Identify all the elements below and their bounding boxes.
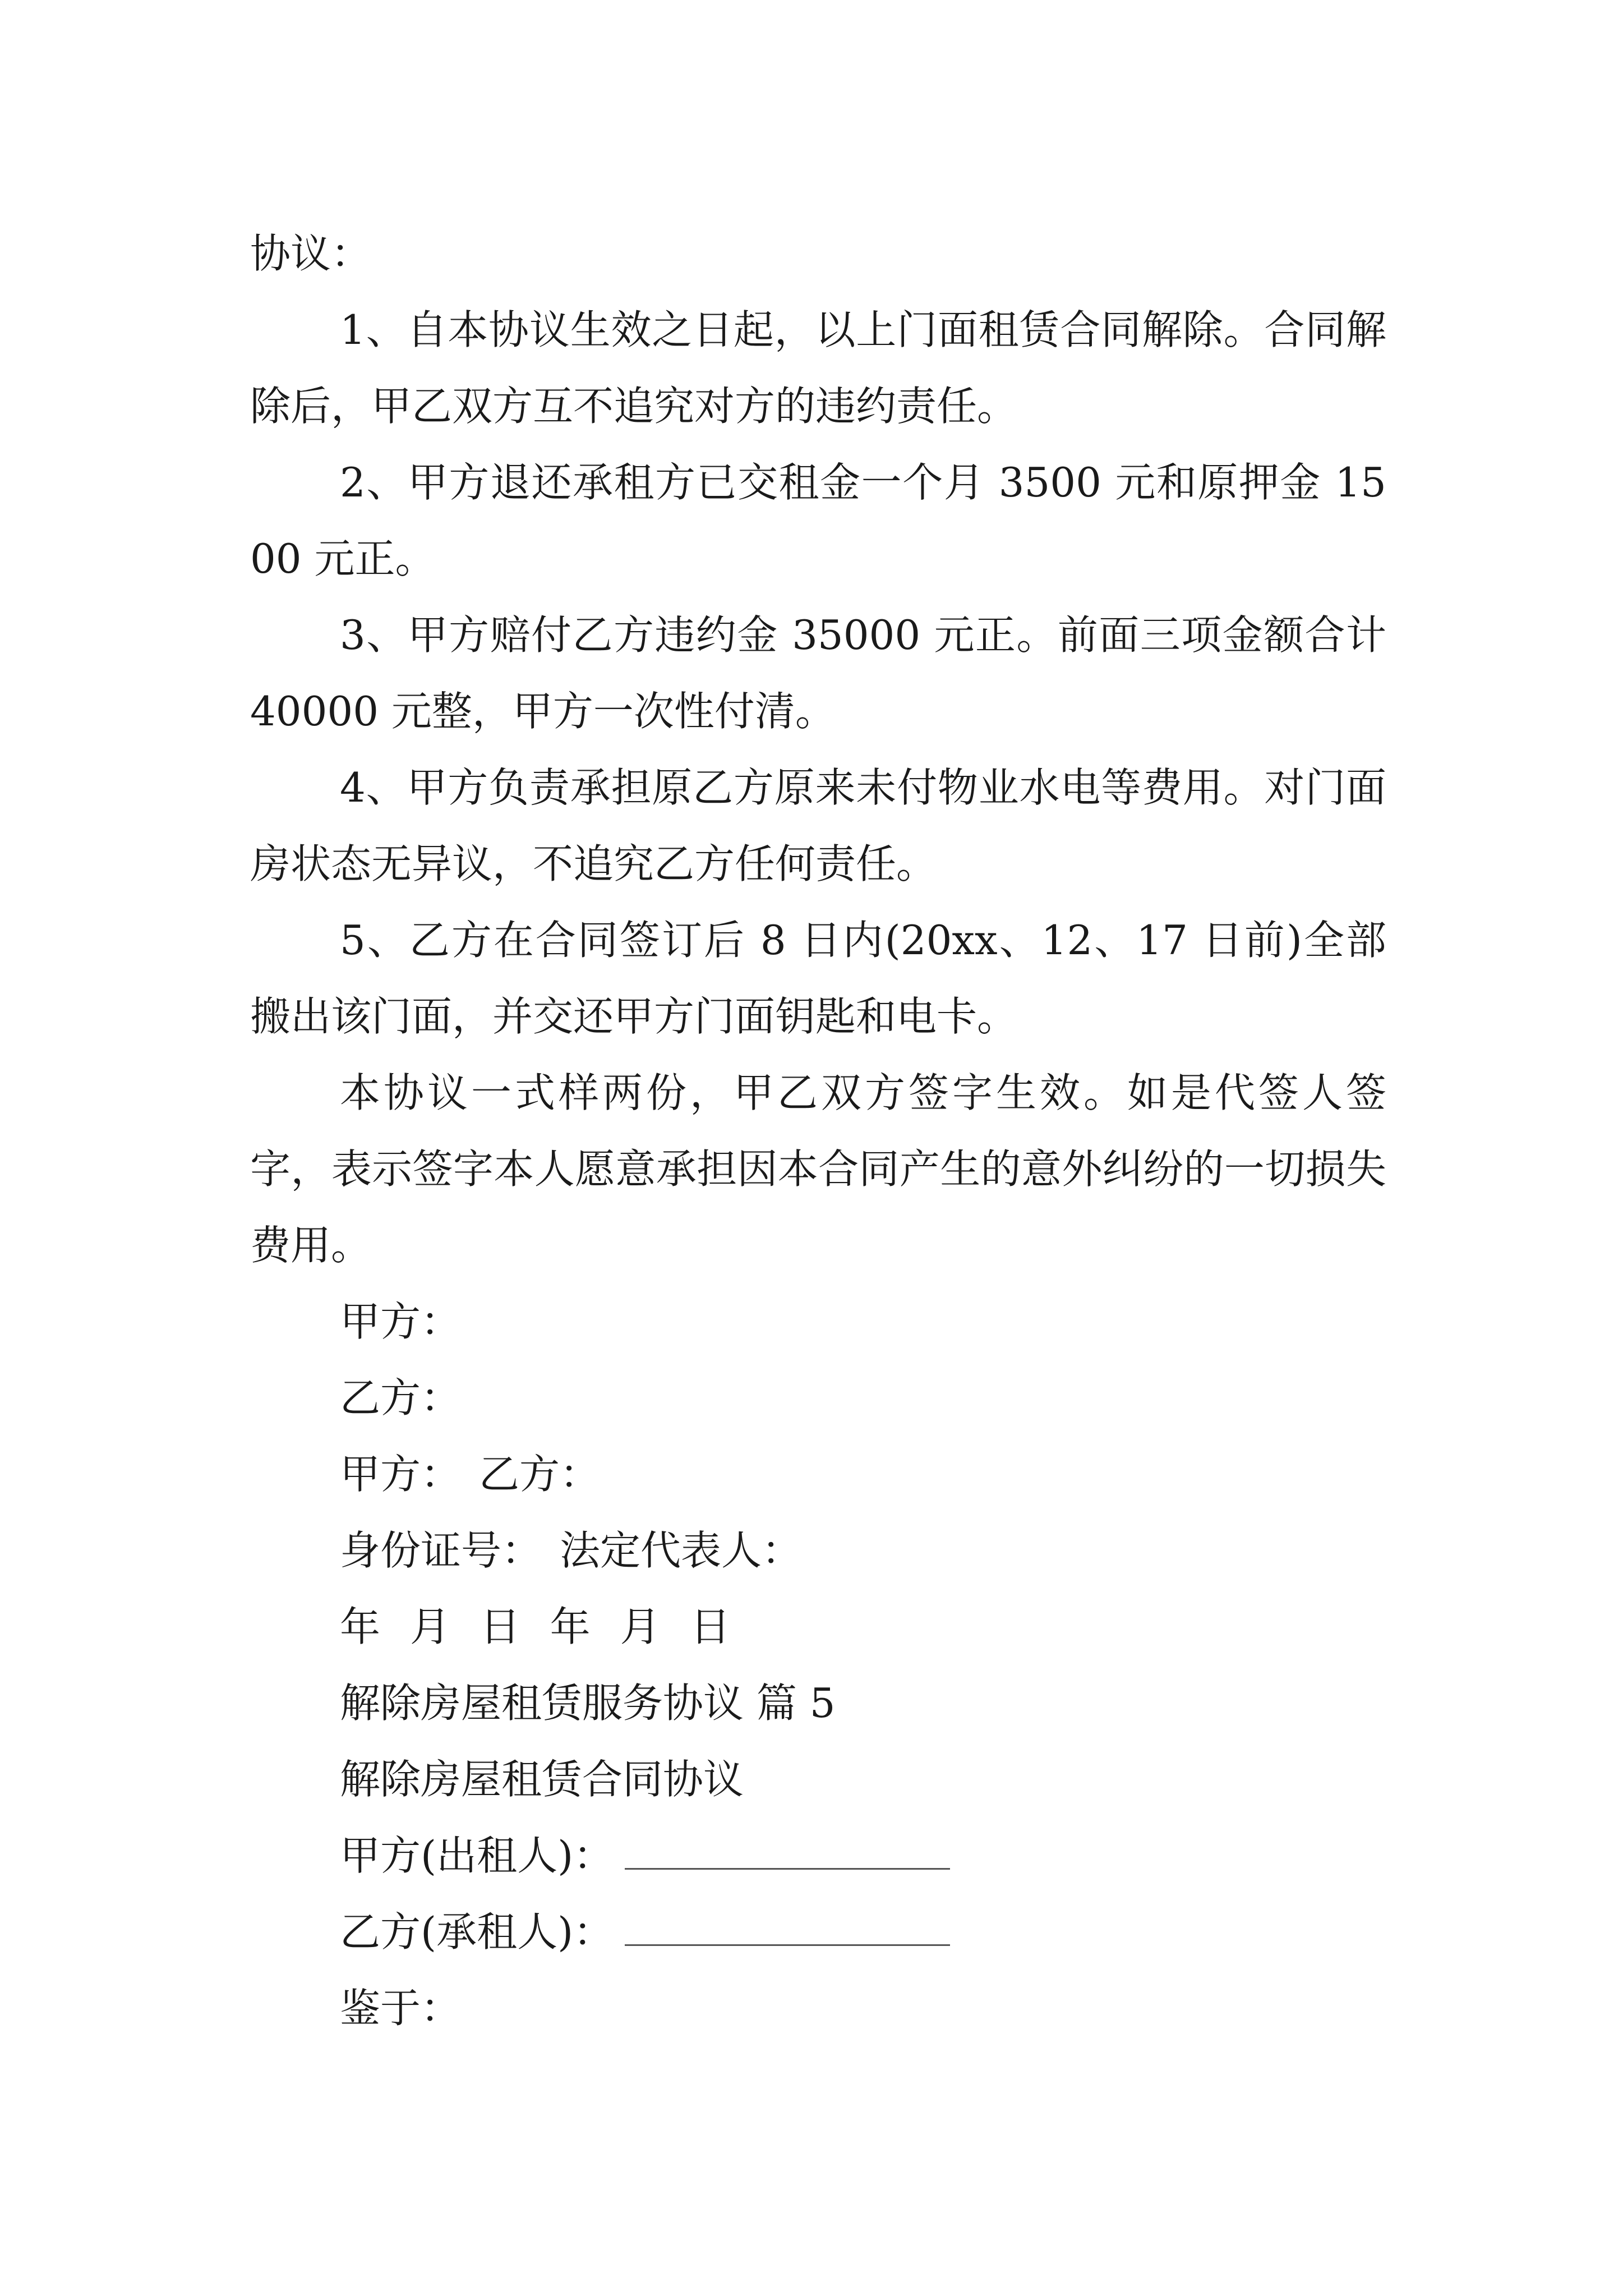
id-rep-row [250, 1512, 1386, 1589]
party-a-signature: 甲方： [340, 1298, 462, 1345]
parties-row [250, 1436, 1386, 1512]
whereas-label: 鉴于： [340, 1985, 462, 2032]
clause-3: 3、甲方赔付乙方违约金 35000 元正。前面三项金额合计 40000 元整，甲方一次性付清。 [250, 611, 1386, 735]
id-number-label: 身份证号： [340, 1527, 542, 1574]
section-heading: 解除房屋租赁服务协议 篇 5 [340, 1680, 836, 1727]
clause-1: 1、自本协议生效之日起，以上门面租赁合同解除。合同解除后，甲乙双方互不追究对方的违约责任。 [250, 306, 1386, 430]
clause-2: 2、甲方退还承租方已交租金一个月 3500 元和原押金 1500 元正。 [250, 459, 1386, 582]
parties-row-b: 乙方： [479, 1451, 601, 1498]
legal-rep-label: 法定代表人： [560, 1527, 803, 1574]
date-row [250, 1589, 1386, 1665]
date-right: 年 月 日 [550, 1603, 731, 1650]
lessee-label: 乙方(承租人)： [340, 1908, 614, 1955]
clause-5: 5、乙方在合同签订后 8 日内(20xx、12、17 日前)全部搬出该门面，并交还甲方门面钥匙和电卡。 [250, 917, 1386, 1040]
parties-row-a: 甲方： [340, 1451, 462, 1498]
lessor-label: 甲方(出租人)： [340, 1832, 614, 1879]
date-left: 年 月 日 [340, 1603, 520, 1650]
document-body [250, 215, 1386, 2046]
next-agreement-title: 解除房屋租赁合同协议 [340, 1756, 744, 1803]
clause-4: 4、甲方负责承担原乙方原来未付物业水电等费用。对门面房状态无异议，不追究乙方任何责任。 [250, 764, 1386, 887]
closing-paragraph: 本协议一式样两份，甲乙双方签字生效。如是代签人签字，表示签字本人愿意承担因本合同产生的意外纠纷的一切损失费用。 [250, 1069, 1386, 1269]
lessee-blank-line [625, 1899, 950, 1946]
intro-text: 协议： [250, 230, 372, 277]
lessor-row [250, 1818, 1386, 1894]
lessor-blank-line [625, 1823, 950, 1870]
lessee-row [250, 1894, 1386, 1970]
party-b-signature: 乙方： [340, 1374, 462, 1421]
